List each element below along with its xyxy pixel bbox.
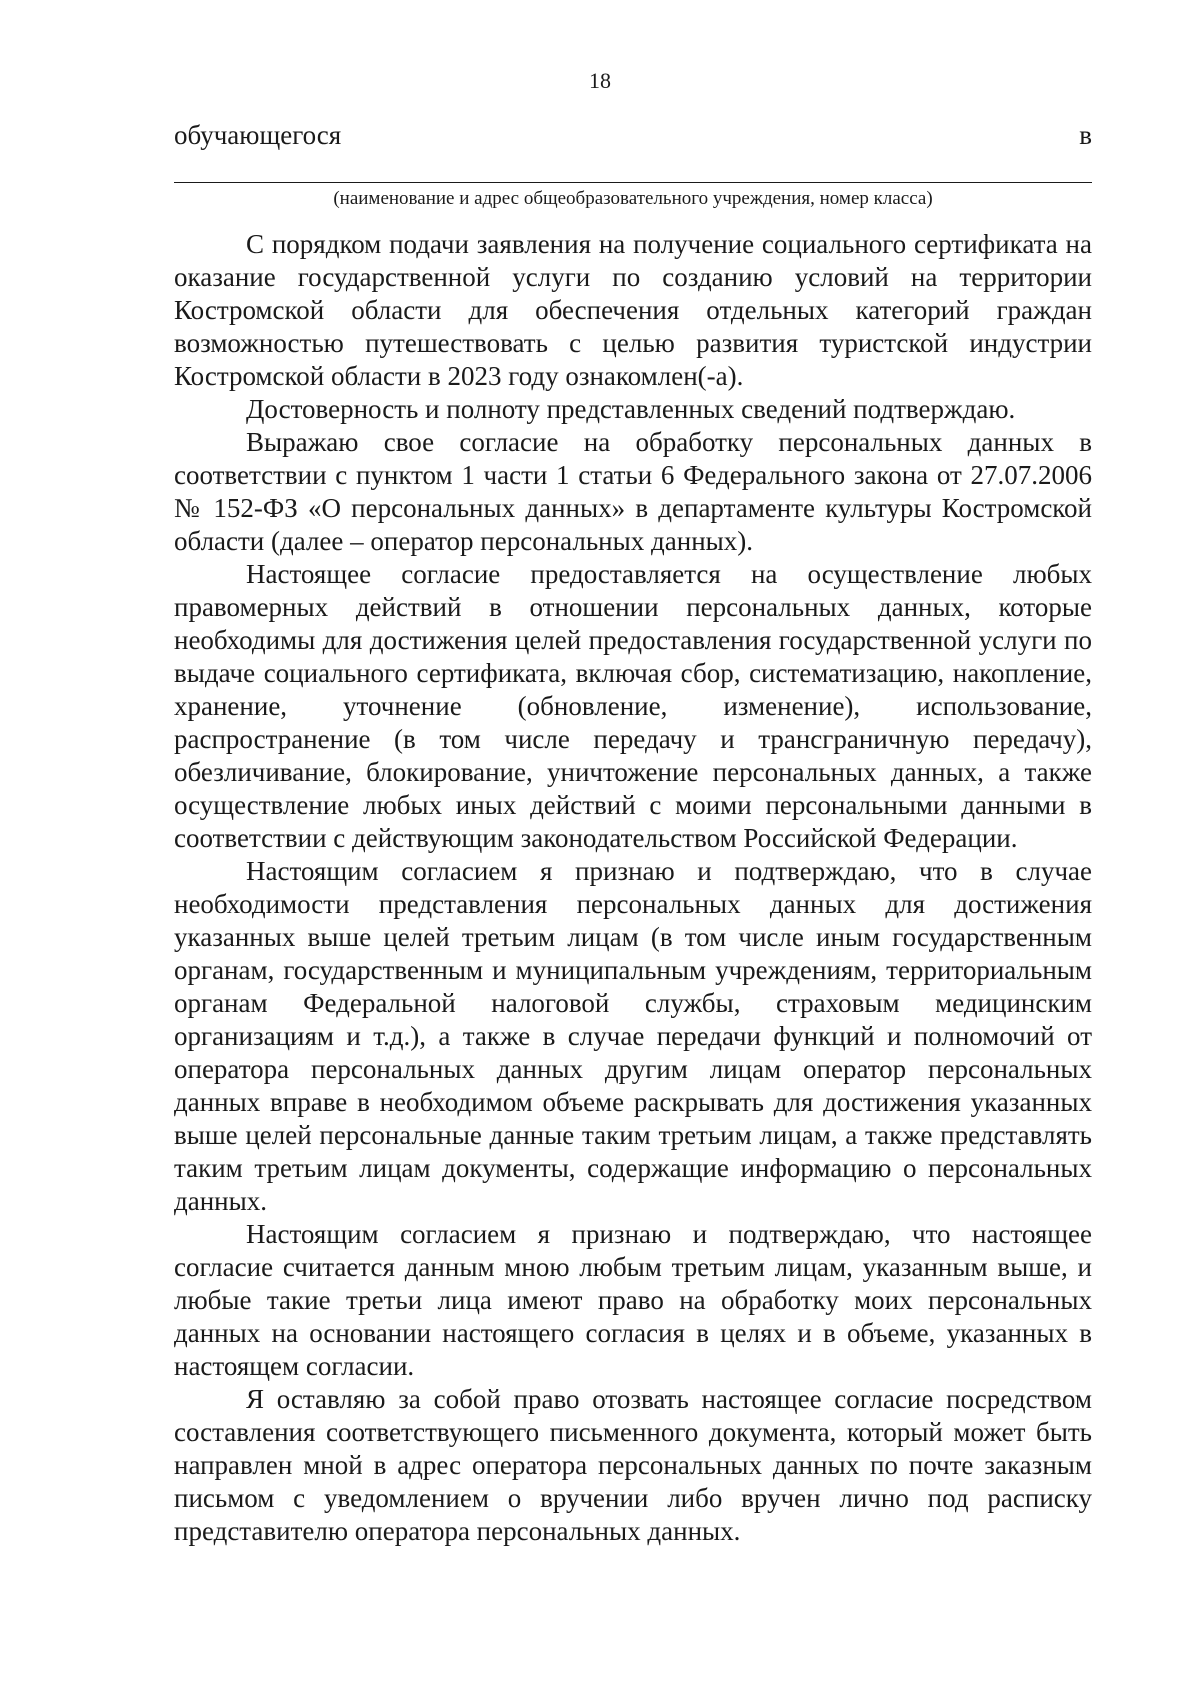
paragraph-third-party-disclosure: Настоящим согласием я признаю и подтверждаю, что в случае необходимости представления персональных данных для достижения указанных выше целей третьим лицам (в том числе иным государственным органам, государственным и муниципальным учреждениям, территориальным органам Федеральной налоговой службы, страховым медицинским организациям и т.д.), а также в случае передачи функций и полномочий от оператора персональных данных другим лицам оператор персональных данных вправе в необходимом объеме раскрывать для достижения указанных выше целей персональные данные таким третьим лицам, а также представлять таким третьим лицам документы, содержащие информацию о персональных данных. <box>174 856 1092 1216</box>
paragraph-procedure-acknowledgement: С порядком подачи заявления на получение социального сертификата на оказание государственной услуги по созданию условий на территории Костромской области для обеспечения отдельных категорий граждан возможностью путешествовать с целью развития туристской индустрии Костромской области в 2023 году ознакомлен(-а). <box>174 229 1092 391</box>
paragraph-consent-processing: Выражаю свое согласие на обработку персональных данных в соответствии с пунктом 1 части 1 статьи 6 Федерального закона от 27.07.2006 № 152-ФЗ «О персональных данных» в департаменте культуры Костромской области (далее – оператор персональных данных). <box>174 427 1092 556</box>
paragraph-third-party-consent: Настоящим согласием я признаю и подтверждаю, что настоящее согласие считается данным мною любым третьим лицам, указанным выше, и любые такие третьи лица имеют право на обработку моих персональных данных на основании настоящего согласия в целях и в объеме, указанных в настоящем согласии. <box>174 1219 1092 1381</box>
student-school-fill-line <box>174 122 1092 149</box>
paragraph-consent-scope: Настоящее согласие предоставляется на осуществление любых правомерных действий в отношении персональных данных, которые необходимы для достижения целей предоставления государственной услуги по выдаче социального сертификата, включая сбор, систематизацию, накопление, хранение, уточнение (обновление, изменение), использование, распространение (в том числе передачу и трансграничную передачу), обезличивание, блокирование, уничтожение персональных данных, а также осуществление любых иных действий с моими персональными данными в соответствии с действующим законодательством Российской Федерации. <box>174 559 1092 853</box>
fill-line-left-word: обучающегося <box>174 120 342 150</box>
blank-underline <box>174 182 1092 183</box>
underline-caption: (наименование и адрес общеобразовательного учреждения, номер класса) <box>333 188 933 209</box>
page-number: 18 <box>589 68 611 93</box>
consent-text-body <box>174 228 1092 1548</box>
paragraph-withdrawal-right: Я оставляю за собой право отозвать настоящее согласие посредством составления соответствующего письменного документа, который может быть направлен мной в адрес оператора персональных данных по почте заказным письмом с уведомлением о вручении либо вручен лично под расписку представителю оператора персональных данных. <box>174 1384 1092 1546</box>
fill-line-right-word: в <box>1079 120 1092 150</box>
paragraph-accuracy-confirmation: Достоверность и полноту представленных сведений подтверждаю. <box>246 394 1016 424</box>
